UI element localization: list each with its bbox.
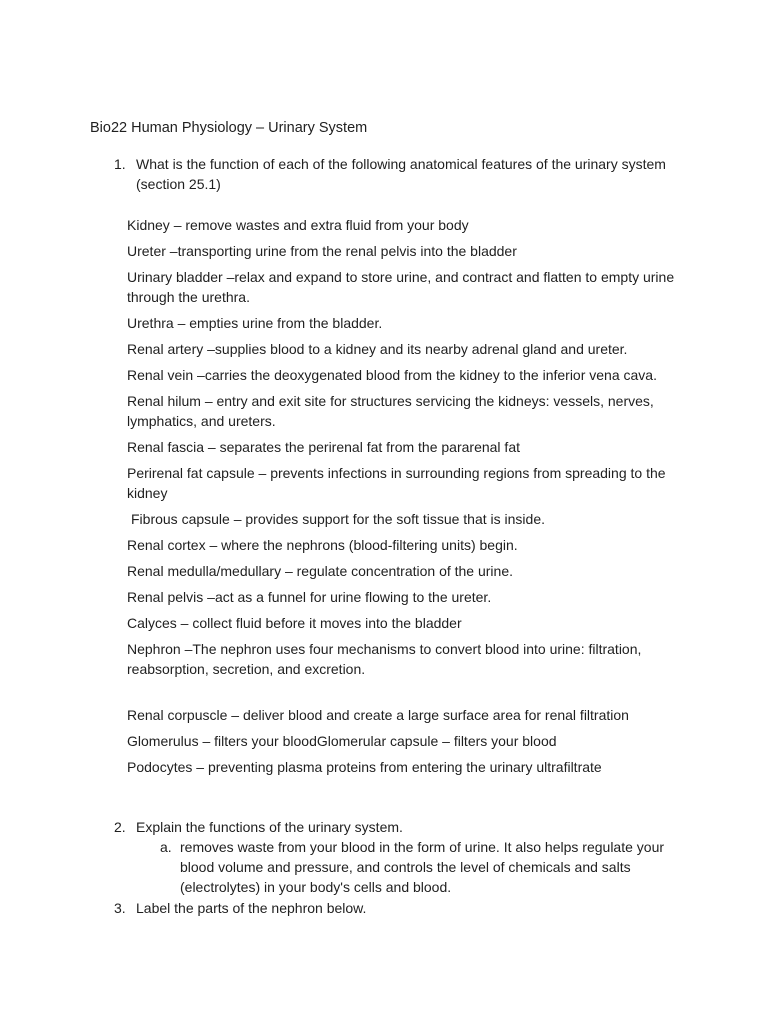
question-2 (114, 817, 674, 837)
definition-kidney: Kidney – remove wastes and extra fluid from your body (127, 217, 469, 233)
definition-ureter: Ureter –transporting urine from the renal pelvis into the bladder (127, 243, 517, 259)
definition-renal-pelvis: Renal pelvis –act as a funnel for urine flowing to the ureter. (127, 589, 492, 605)
question-number: 2. (114, 819, 126, 835)
definition-renal-vein: Renal vein –carries the deoxygenated blood from the kidney to the inferior vena cava. (127, 367, 657, 383)
definition-glomerulus: Glomerulus – filters your bloodGlomerular capsule – filters your blood (127, 733, 557, 749)
definition-calyces: Calyces – collect fluid before it moves into the bladder (127, 615, 462, 631)
question-text: What is the function of each of the following anatomical features of the urinary system (section 25.1) (136, 156, 666, 192)
question-number: 1. (114, 156, 126, 172)
definition-renal-hilum: Renal hilum – entry and exit site for structures servicing the kidneys: vessels, nerves, lymphatics, and ureters. (127, 393, 654, 429)
definition-renal-fascia: Renal fascia – separates the perirenal fat from the pararenal fat (127, 439, 520, 455)
document-title: Bio22 Human Physiology – Urinary System (90, 120, 368, 136)
question-number: 3. (114, 900, 126, 916)
definition-urethra: Urethra – empties urine from the bladder. (127, 315, 383, 331)
question-text: Label the parts of the nephron below. (136, 900, 367, 916)
definition-renal-corpuscle: Renal corpuscle – deliver blood and create a large surface area for renal filtration (127, 707, 629, 723)
definition-nephron: Nephron –The nephron uses four mechanisms to convert blood into urine: filtration, reabsorption, secretion, and excretion. (127, 641, 642, 677)
definition-urinary-bladder: Urinary bladder –relax and expand to store urine, and contract and flatten to empty urine through the urethra. (127, 269, 675, 305)
answer-2a (160, 837, 680, 897)
definition-fibrous-capsule: Fibrous capsule – provides support for the soft tissue that is inside. (131, 511, 545, 527)
definition-renal-medulla: Renal medulla/medullary – regulate concentration of the urine. (127, 563, 514, 579)
question-3 (114, 898, 674, 918)
definition-renal-artery: Renal artery –supplies blood to a kidney and its nearby adrenal gland and ureter. (127, 341, 628, 357)
question-text: Explain the functions of the urinary system. (136, 819, 403, 835)
definitions-list (127, 215, 687, 777)
question-1 (114, 154, 674, 194)
definition-perirenal-fat-capsule: Perirenal fat capsule – prevents infections in surrounding regions from spreading to the kidney (127, 465, 666, 501)
answer-letter: a. (160, 839, 172, 855)
definition-podocytes: Podocytes – preventing plasma proteins from entering the urinary ultrafiltrate (127, 759, 602, 775)
answer-text: removes waste from your blood in the form of urine. It also helps regulate your blood volume and pressure, and controls the level of chemicals and salts (electrolytes) in your body's cells and blood. (180, 839, 665, 895)
definition-renal-cortex: Renal cortex – where the nephrons (blood-filtering units) begin. (127, 537, 518, 553)
